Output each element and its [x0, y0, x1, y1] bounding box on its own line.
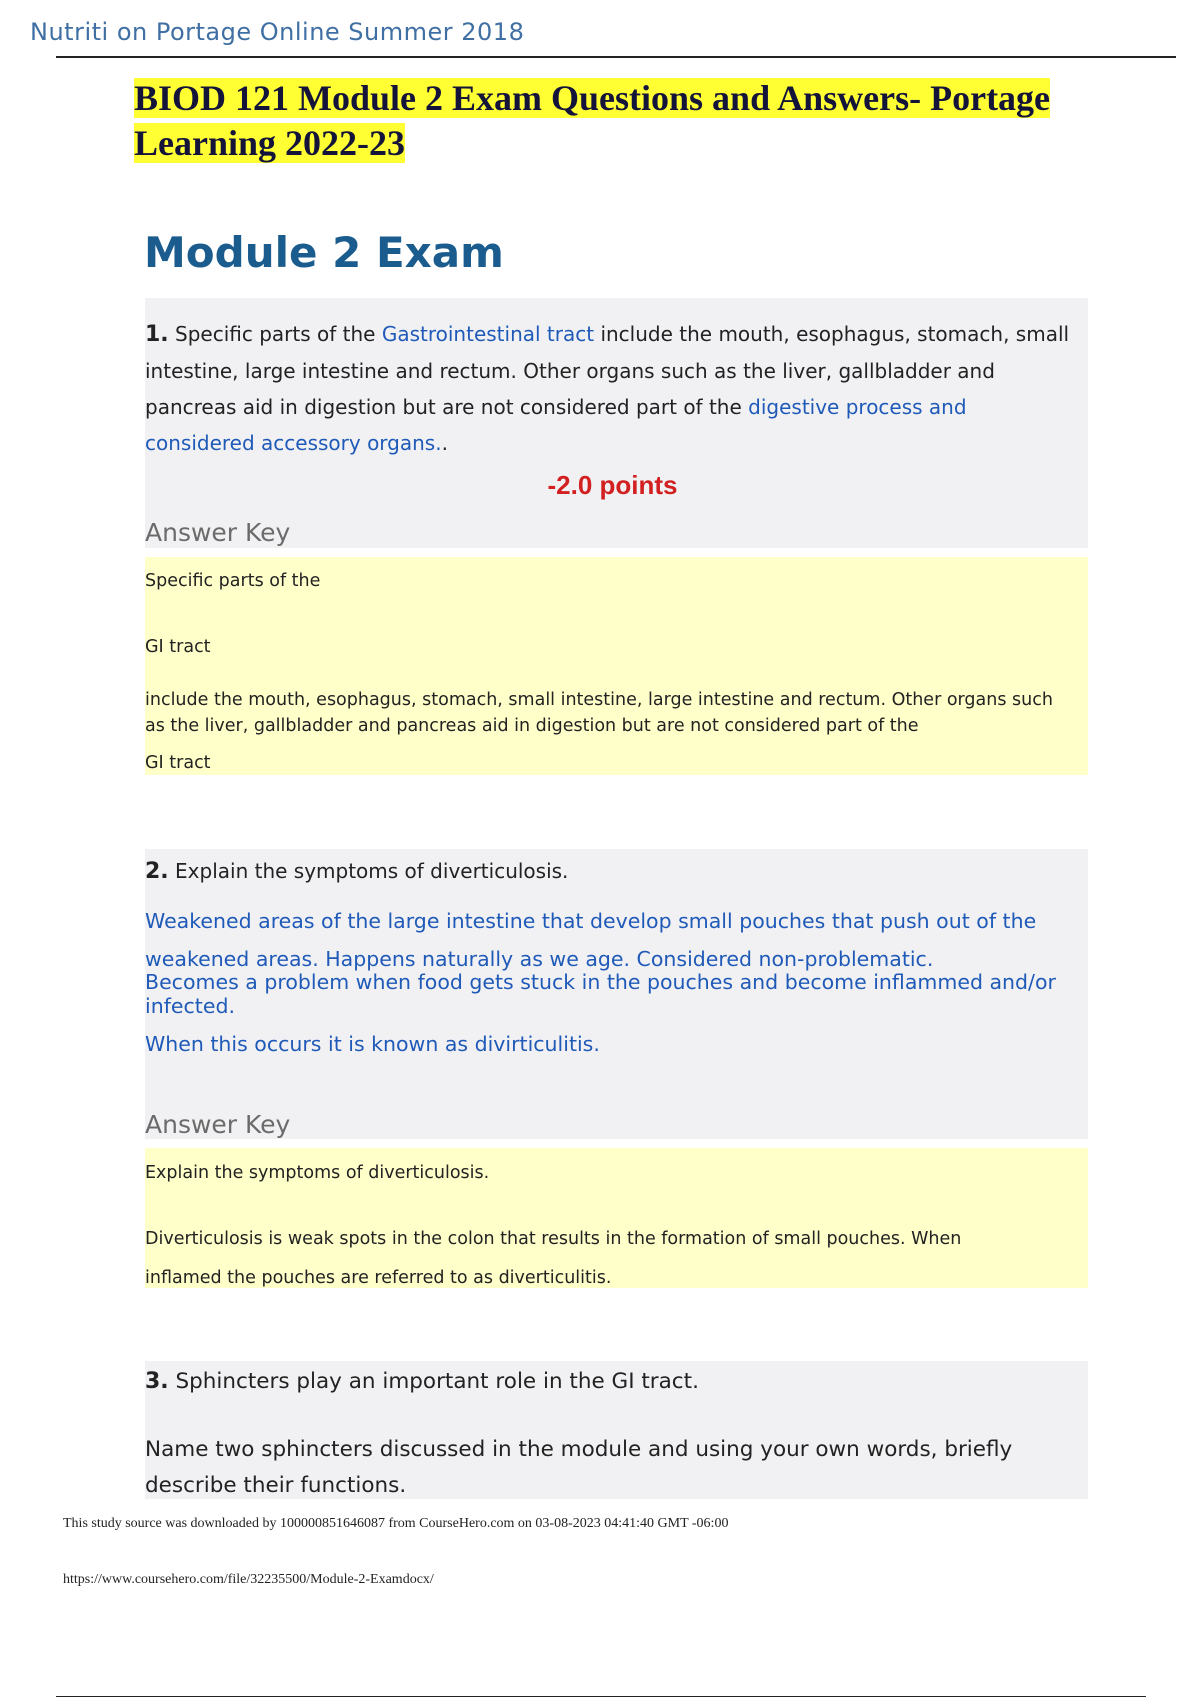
- question-3-number: 3.: [145, 1369, 169, 1394]
- question-2-number: 2.: [145, 859, 169, 884]
- q2-key-line-3: inflamed the pouches are referred to as diverticulitis.: [145, 1268, 612, 1288]
- q1-key-line-4: GI tract: [145, 753, 211, 773]
- q1-key-line-1: Specific parts of the: [145, 571, 321, 591]
- q2-answer-line-1: Weakened areas of the large intestine that develop small pouches that push out of the: [145, 909, 1037, 933]
- source-url[interactable]: https://www.coursehero.com/file/32235500/Module-2-Examdocx/: [63, 1572, 434, 1587]
- header-divider: [56, 56, 1176, 58]
- gastrointestinal-tract-link[interactable]: Gastrointestinal tract: [381, 322, 595, 346]
- question-2-text: 2. Explain the symptoms of diverticulosis.: [145, 859, 569, 884]
- question-3-line-1: 3. Sphincters play an important role in the GI tract.: [145, 1369, 699, 1394]
- accessory-organs-link[interactable]: digestive process and considered accessory organs.: [145, 395, 967, 455]
- question-1-answer-key-label: Answer Key: [145, 518, 291, 547]
- q1-key-line-2: GI tract: [145, 637, 211, 657]
- title-line-1: BIOD 121 Module 2 Exam Questions and Answers- Portage: [134, 78, 1051, 118]
- question-1-text: 1. Specific parts of the Gastrointestinal tract include the mouth, esophagus, stomach, small intestine, large intestine and rectum. Other organs such as the liver, gallbladder and pancreas aid in digestion but are not considered part of the digestive process and considered accessory organs..: [145, 322, 1070, 455]
- q2-answer-line-2: weakened areas. Happens naturally as we age. Considered non-problematic.: [145, 947, 934, 971]
- q2-answer-line-3: Becomes a problem when food gets stuck in the pouches and become inflammed and/or infected.: [145, 970, 1056, 1018]
- q1-key-line-3: include the mouth, esophagus, stomach, small intestine, large intestine and rectum. Other organs such as the liver, gallbladder and pancreas aid in digestion but are not considered part of the: [145, 690, 1053, 736]
- q2-answer-line-4: When this occurs it is known as divirticulitis.: [145, 1032, 600, 1056]
- q2-key-line-2: Diverticulosis is weak spots in the colon that results in the formation of small pouches. When: [145, 1229, 962, 1249]
- question-1-number: 1.: [145, 322, 169, 347]
- document-title: [134, 76, 1094, 166]
- q2-key-line-1: Explain the symptoms of diverticulosis.: [145, 1163, 490, 1183]
- download-source-note: This study source was downloaded by 100000851646087 from CourseHero.com on 03-08-2023 04:41:40 GMT -06:00: [63, 1516, 729, 1531]
- question-1-points: -2.0 points: [547, 470, 678, 500]
- question-3-line-2: Name two sphincters discussed in the module and using your own words, briefly describe their functions.: [145, 1437, 1013, 1498]
- exam-heading: Module 2 Exam: [144, 228, 504, 277]
- course-header: Nutriti on Portage Online Summer 2018: [30, 18, 525, 46]
- bottom-divider: [56, 1696, 1146, 1697]
- title-line-2: Learning 2022-23: [134, 123, 406, 163]
- question-2-answer-key-label: Answer Key: [145, 1110, 291, 1139]
